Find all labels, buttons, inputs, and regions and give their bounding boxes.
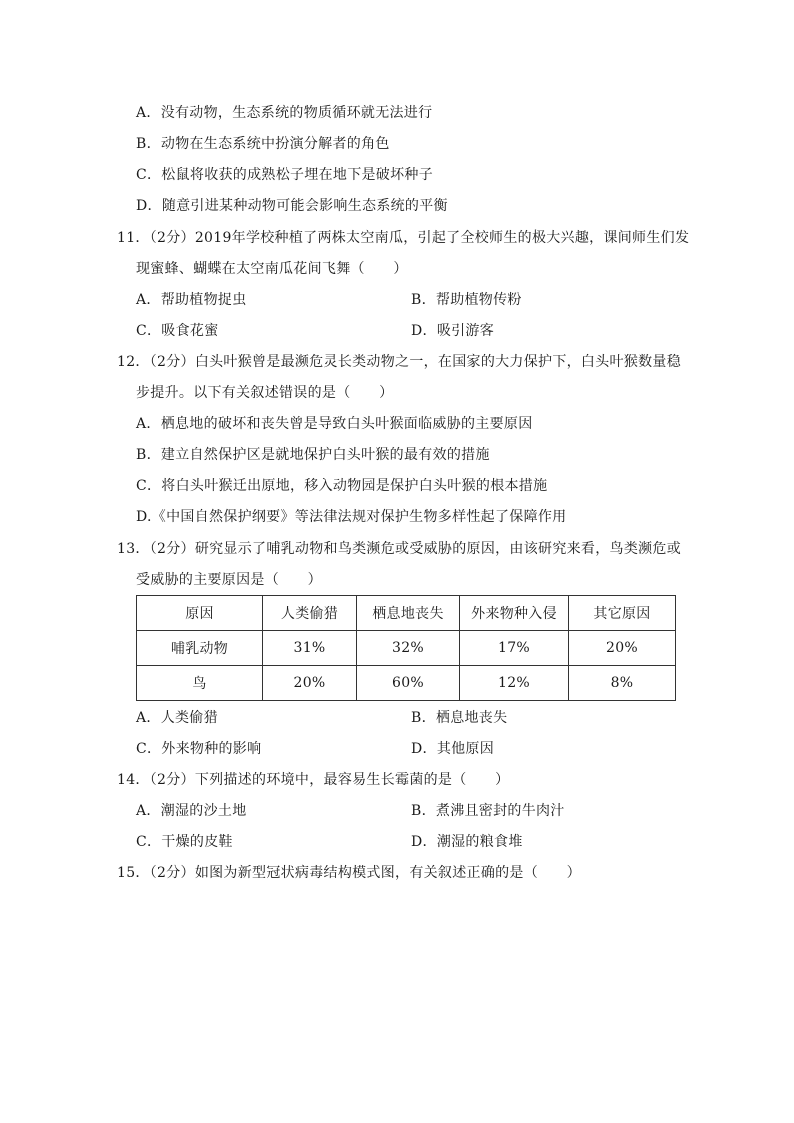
- table-cell: 17%: [460, 631, 569, 666]
- table-header-cell: 栖息地丧失: [357, 596, 460, 631]
- q12-option-d: D.《中国自然保护纲要》等法律法规对保护生物多样性起了保障作用: [136, 509, 567, 525]
- q11-stem-line1: 11．（2分）2019年学校种植了两株太空南瓜，引起了全校师生的极大兴趣，课间师生们发: [117, 230, 690, 246]
- q13-option-c: C．外来物种的影响: [136, 741, 262, 757]
- q12-option-a: A．栖息地的破坏和丧失曾是导致白头叶猴面临威胁的主要原因: [136, 416, 533, 432]
- table-row: [137, 631, 676, 666]
- q12-stem-line1: 12．（2分）白头叶猴曾是最濒危灵长类动物之一，在国家的大力保护下，白头叶猴数量稳: [117, 354, 682, 370]
- table-header-cell: 人类偷猎: [263, 596, 357, 631]
- q11-stem-line2: 现蜜蜂、蝴蝶在太空南瓜花间飞舞（ ）: [136, 261, 408, 277]
- q10-option-c: C．松鼠将收获的成熟松子埋在地下是破坏种子: [136, 167, 434, 183]
- table-cell: 12%: [460, 666, 569, 701]
- q14-option-c: C．干燥的皮鞋: [136, 834, 233, 850]
- q11-option-b: B．帮助植物传粉: [411, 292, 522, 308]
- q13-option-d: D．其他原因: [411, 741, 495, 757]
- q10-option-d: D．随意引进某种动物可能会影响生态系统的平衡: [136, 198, 448, 214]
- table-cell: 32%: [357, 631, 460, 666]
- q12-option-b: B．建立自然保护区是就地保护白头叶猴的最有效的措施: [136, 447, 490, 463]
- q13-option-b: B．栖息地丧失: [411, 710, 508, 726]
- table-cell: 20%: [569, 631, 676, 666]
- q10-option-a: A．没有动物，生态系统的物质循环就无法进行: [136, 105, 433, 121]
- q15-stem: 15．（2分）如图为新型冠状病毒结构模式图，有关叙述正确的是（ ）: [117, 865, 581, 881]
- q11-option-a: A．帮助植物捉虫: [136, 292, 247, 308]
- q11-option-d: D．吸引游客: [411, 323, 495, 339]
- table-row: [137, 666, 676, 701]
- table-header-cell: 其它原因: [569, 596, 676, 631]
- q14-option-d: D．潮湿的粮食堆: [411, 834, 523, 850]
- q13-option-a: A．人类偷猎: [136, 710, 218, 726]
- table-header-row: [137, 596, 676, 631]
- q14-stem: 14．（2分）下列描述的环境中，最容易生长霉菌的是（ ）: [117, 772, 510, 788]
- q10-option-b: B．动物在生态系统中扮演分解者的角色: [136, 136, 390, 152]
- table-header-cell: 原因: [137, 596, 263, 631]
- q11-option-c: C．吸食花蜜: [136, 323, 219, 339]
- table-cell: 鸟: [137, 666, 263, 701]
- q14-option-a: A．潮湿的沙土地: [136, 803, 247, 819]
- q12-stem-line2: 步提升。以下有关叙述错误的是（ ）: [136, 385, 394, 401]
- table-cell: 8%: [569, 666, 676, 701]
- table-cell: 哺乳动物: [137, 631, 263, 666]
- q14-option-b: B．煮沸且密封的牛肉汁: [411, 803, 565, 819]
- threat-causes-table: [136, 595, 676, 701]
- table-cell: 31%: [263, 631, 357, 666]
- table-header-cell: 外来物种入侵: [460, 596, 569, 631]
- q13-stem-line1: 13．（2分）研究显示了哺乳动物和鸟类濒危或受威胁的原因，由该研究来看，鸟类濒危或: [117, 541, 682, 557]
- q12-option-c: C．将白头叶猴迁出原地，移入动物园是保护白头叶猴的根本措施: [136, 478, 548, 494]
- table-cell: 20%: [263, 666, 357, 701]
- table-cell: 60%: [357, 666, 460, 701]
- q13-stem-line2: 受威胁的主要原因是（ ）: [136, 572, 322, 588]
